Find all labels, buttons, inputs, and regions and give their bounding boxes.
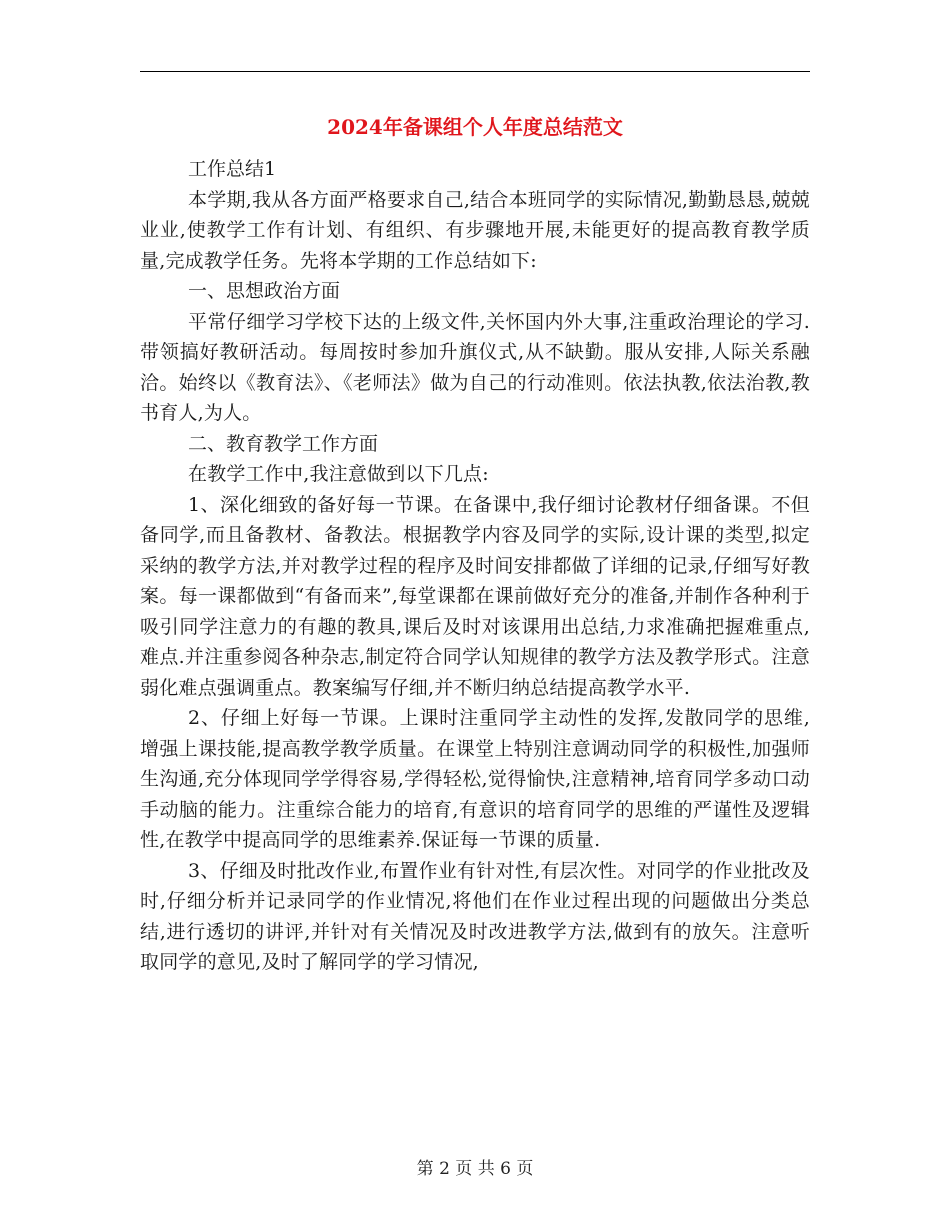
header-rule [140, 71, 810, 72]
document-title: 2024年备课组个人年度总结范文 [327, 115, 623, 139]
page-number: 第 2 页 共 6 页 [416, 1159, 534, 1179]
section-label: 工作总结1 [188, 158, 277, 180]
paragraph-point-1: 1、深化细致的备好每一节课。在备课中,我仔细讨论教材仔细备课。不但备同学,而且备教材、备教法。根据教学内容及同学的实际,设计课的类型,拟定采纳的教学方法,并对教学过程的程序及时间安排都做了详细的记录,仔细写好教案。每一课都做到“有备而来”,每堂课都在课前做好充分的准备,并制作各种利于吸引同学注意力的有趣的教具,课后及时对该课用出总结,力求准确把握难重点,难点.并注重参阅各种杂志,制定符合同学认知规律的教学方法及教学形式。注意弱化难点强调重点。教案编写仔细,并不断归纳总结提高教学水平. [140, 493, 810, 699]
heading-teaching: 二、教育教学工作方面 [188, 432, 379, 455]
paragraph-point-2: 2、仔细上好每一节课。上课时注重同学主动性的发挥,发散同学的思维, 增强上课技能,提高教学教学质量。在课堂上特别注意调动同学的积极性,加强师生沟通,充分体现同学学得容易,学得轻松,觉得愉快,注意精神,培育同学多动口动手动脑的能力。注重综合能力的培育,有意识的培育同学的思维的严谨性及逻辑性,在教学中提高同学的思维素养.保证每一节课的质量. [140, 707, 810, 851]
document-body [140, 154, 810, 978]
paragraph-point-3: 3、仔细及时批改作业,布置作业有针对性,有层次性。对同学的作业批改及时,仔细分析并记录同学的作业情况,将他们在作业过程出现的问题做出分类总结,进行透切的讲评,并针对有关情况及时改进教学方法,做到有的放矢。注意听取同学的意见,及时了解同学的学习情况, [140, 859, 810, 973]
heading-political: 一、思想政治方面 [188, 280, 341, 302]
paragraph-political: 平常仔细学习学校下达的上级文件,关怀国内外大事,注重政治理论的学习.带领搞好教研活动。每周按时参加升旗仪式,从不缺勤。服从安排,人际关系融洽。始终以《教育法》、《老师法》做为自己的行动准则。依法执教,依法治教,教书育人,为人。 [140, 310, 810, 424]
paragraph-intro: 本学期,我从各方面严格要求自己,结合本班同学的实际情况,勤勤恳恳,兢兢业业,使教学工作有计划、有组织、有步骤地开展,未能更好的提高教育教学质量,完成教学任务。先将本学期的工作总结如下: [140, 188, 810, 272]
paragraph-teaching-intro: 在教学工作中,我注意做到以下几点: [188, 463, 489, 485]
